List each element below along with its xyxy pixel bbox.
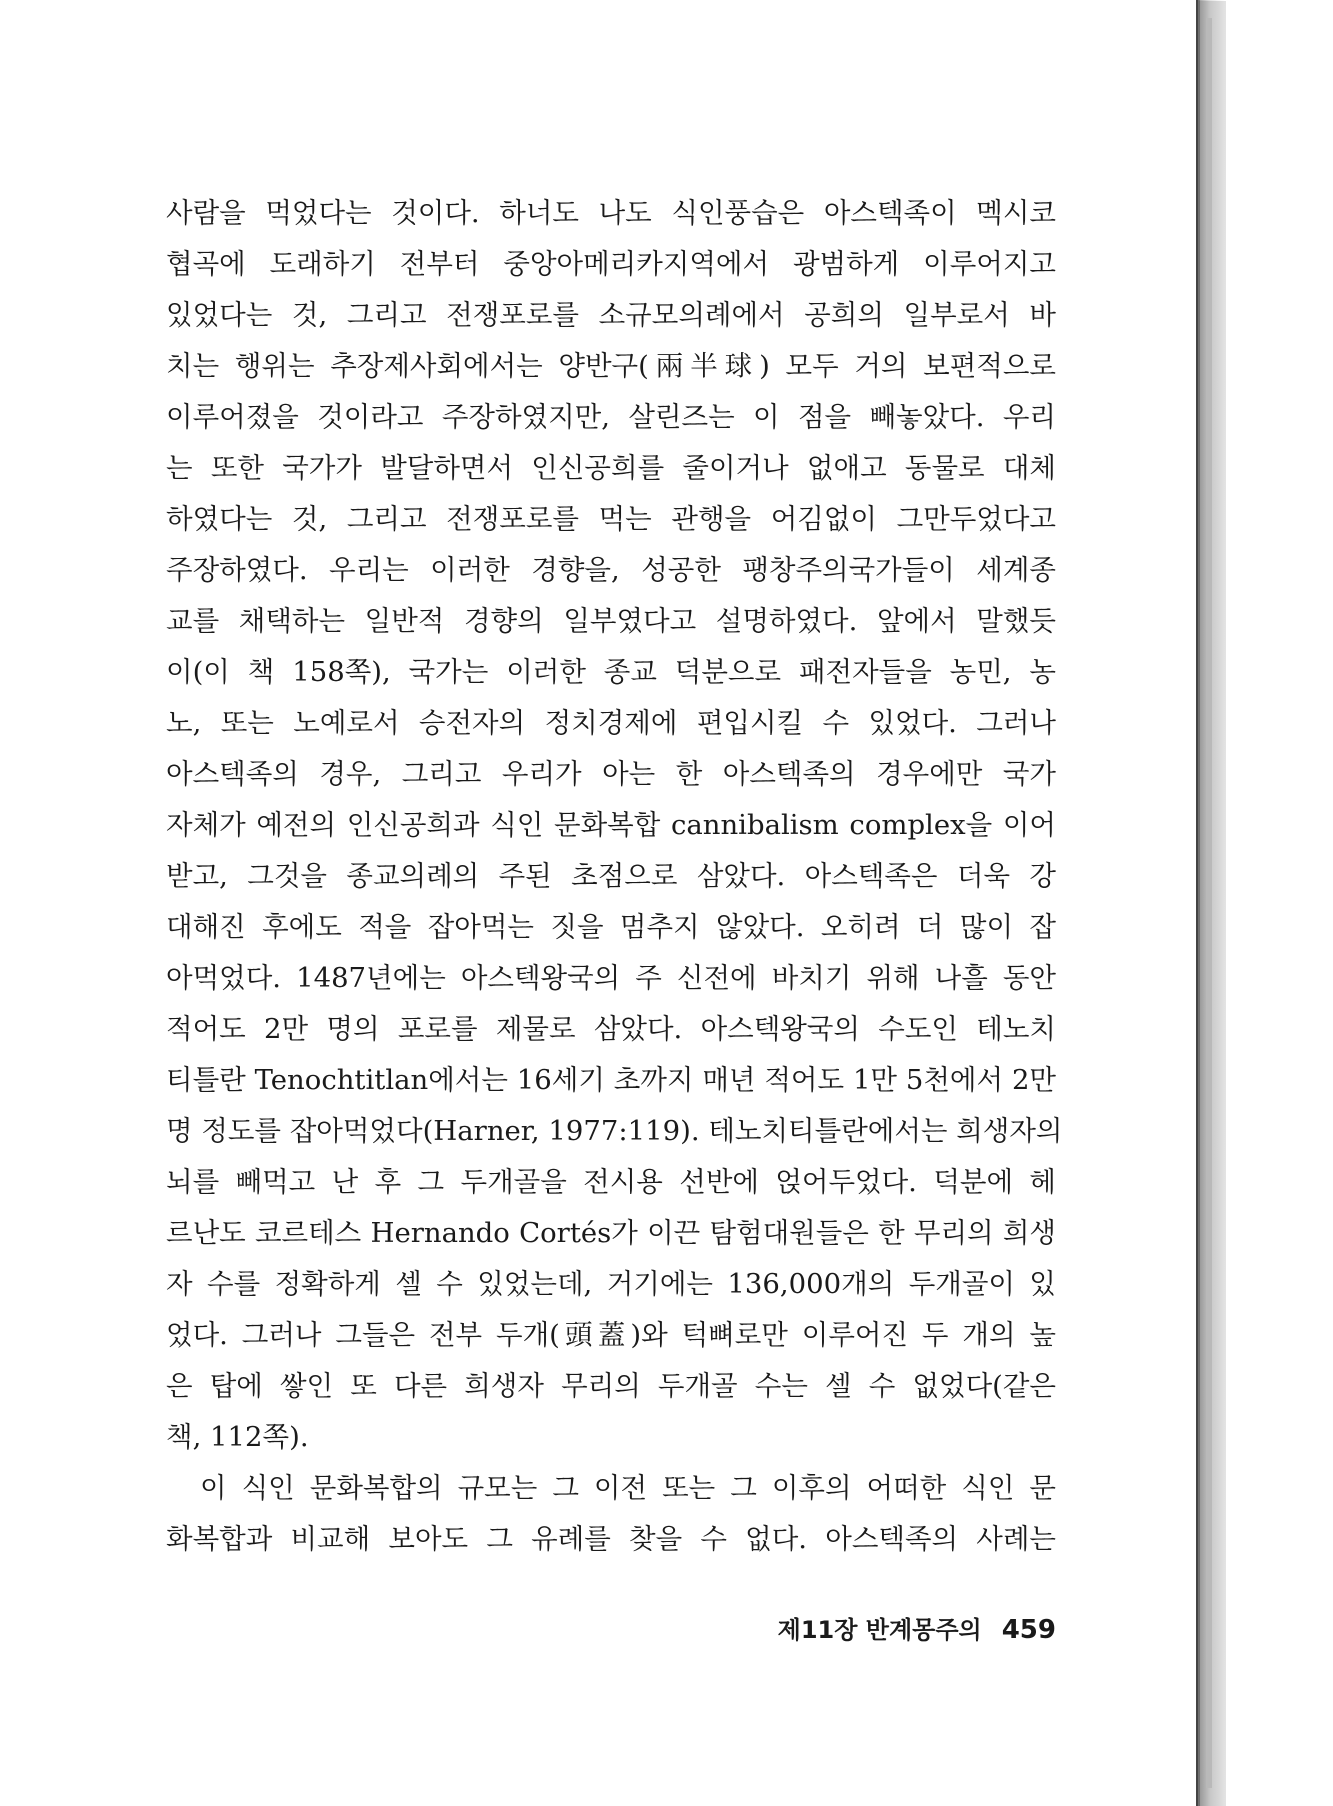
text-line: 사람을 먹었다는 것이다. 하너도 나도 식인풍습은 아스텍족이 멕시코 xyxy=(166,197,1056,229)
book-page-edge-shadow xyxy=(1206,18,1212,1788)
text-line: 르난도 코르테스 Hernando Cortés가 이끈 탐험대원들은 한 무리의 희생 xyxy=(166,1217,1056,1249)
page-number: 459 xyxy=(1001,1615,1056,1645)
text-line: 는 또한 국가가 발달하면서 인신공희를 줄이거나 없애고 동물로 대체 xyxy=(166,452,1056,484)
text-line: 노, 또는 노예로서 승전자의 정치경제에 편입시킬 수 있었다. 그러나 xyxy=(166,707,1056,739)
book-page-edge xyxy=(1198,0,1226,1806)
text-line: 교를 채택하는 일반적 경향의 일부였다고 설명하였다. 앞에서 말했듯 xyxy=(166,605,1056,637)
text-line: 었다. 그러나 그들은 전부 두개(頭蓋)와 턱뼈로만 이루어진 두 개의 높 xyxy=(166,1319,1056,1351)
text-line: 있었다는 것, 그리고 전쟁포로를 소규모의례에서 공희의 일부로서 바 xyxy=(166,299,1056,331)
text-line: 화복합과 비교해 보아도 그 유례를 찾을 수 없다. 아스텍족의 사례는 xyxy=(166,1523,1056,1555)
text-line: 자 수를 정확하게 셀 수 있었는데, 거기에는 136,000개의 두개골이 있 xyxy=(166,1268,1056,1300)
running-chapter-title: 제11장 반계몽주의 xyxy=(777,1616,982,1644)
page-footer xyxy=(760,1610,1056,1645)
text-line: 티틀란 Tenochtitlan에서는 16세기 초까지 매년 적어도 1만 5천에서 2만 xyxy=(166,1064,1056,1096)
body-text xyxy=(166,188,1063,1565)
text-line: 하였다는 것, 그리고 전쟁포로를 먹는 관행을 어김없이 그만두었다고 xyxy=(166,503,1056,535)
text-line: 주장하였다. 우리는 이러한 경향을, 성공한 팽창주의국가들이 세계종 xyxy=(166,554,1056,586)
text-line: 대해진 후에도 적을 잡아먹는 짓을 멈추지 않았다. 오히려 더 많이 잡 xyxy=(166,911,1056,943)
text-line: 이 식인 문화복합의 규모는 그 이전 또는 그 이후의 어떠한 식인 문 xyxy=(200,1472,1056,1504)
text-line: 아먹었다. 1487년에는 아스텍왕국의 주 신전에 바치기 위해 나흘 동안 xyxy=(166,962,1056,994)
text-line: 이루어졌을 것이라고 주장하였지만, 살린즈는 이 점을 빼놓았다. 우리 xyxy=(166,401,1056,433)
text-line: 자체가 예전의 인신공희과 식인 문화복합 cannibalism complex을 이어 xyxy=(166,809,1056,841)
text-line: 아스텍족의 경우, 그리고 우리가 아는 한 아스텍족의 경우에만 국가 xyxy=(166,758,1056,790)
text-line: 명 정도를 잡아먹었다(Harner, 1977:119). 테노치티틀란에서는 희생자의 xyxy=(166,1115,1063,1147)
text-line: 받고, 그것을 종교의례의 주된 초점으로 삼았다. 아스텍족은 더욱 강 xyxy=(166,860,1056,892)
text-line: 치는 행위는 추장제사회에서는 양반구(兩半球) 모두 거의 보편적으로 xyxy=(166,350,1056,382)
text-line: 책, 112쪽). xyxy=(166,1421,309,1453)
text-line: 뇌를 빼먹고 난 후 그 두개골을 전시용 선반에 얹어두었다. 덕분에 헤 xyxy=(166,1166,1056,1198)
text-line: 협곡에 도래하기 전부터 중앙아메리카지역에서 광범하게 이루어지고 xyxy=(166,248,1056,280)
text-line: 적어도 2만 명의 포로를 제물로 삼았다. 아스텍왕국의 수도인 테노치 xyxy=(166,1013,1056,1045)
text-line: 은 탑에 쌓인 또 다른 희생자 무리의 두개골 수는 셀 수 없었다(같은 xyxy=(166,1370,1056,1402)
text-line: 이(이 책 158쪽), 국가는 이러한 종교 덕분으로 패전자들을 농민, 농 xyxy=(166,656,1056,688)
